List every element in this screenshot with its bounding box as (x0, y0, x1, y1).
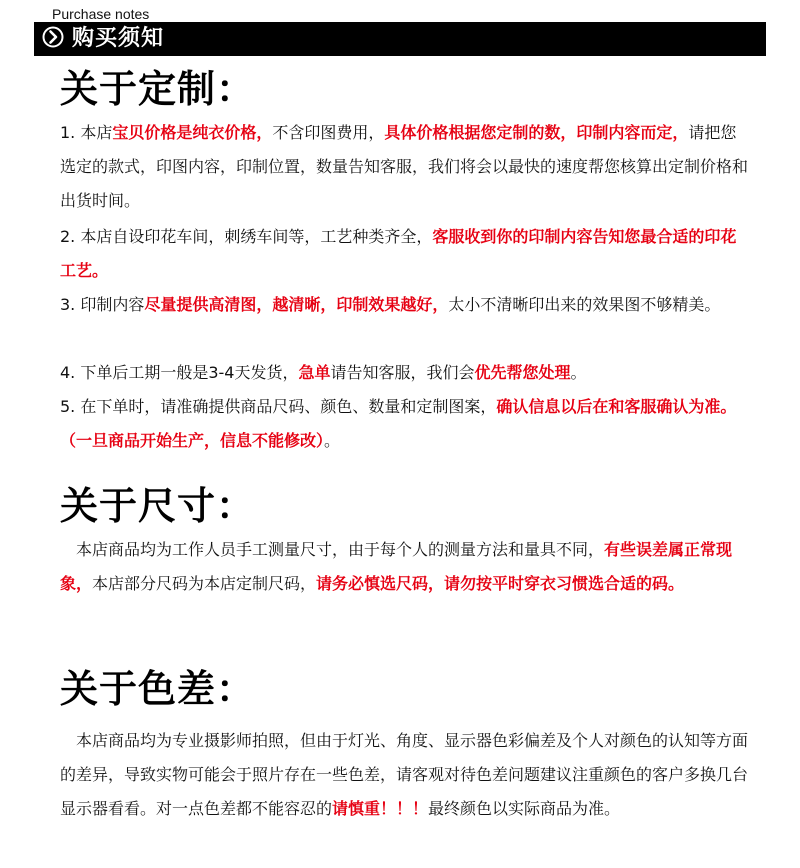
body-text: 最终颜色以实际商品为准。 (428, 799, 621, 818)
body-text: 请告知客服，我们会 (330, 363, 475, 382)
highlighted-text: 请务必慎选尺码，请勿按平时穿衣习惯选合适的码。 (316, 574, 685, 593)
purchase-notes-header (34, 6, 800, 56)
custom-paragraph (60, 220, 750, 288)
body-text: 。 (570, 363, 587, 382)
body-text: 1. 本店 (60, 123, 113, 142)
section-title-size: 关于尺寸： (60, 484, 256, 528)
body-text: 2. 本店自设印花车间，刺绣车间等，工艺种类齐全， (60, 227, 433, 246)
header-english-title: Purchase notes (52, 6, 150, 22)
body-text: 本店商品均为工作人员手工测量尺寸，由于每个人的测量方法和量具不同， (76, 540, 605, 559)
custom-paragraph (60, 116, 750, 218)
highlighted-text: 宝贝价格是纯衣价格， (112, 123, 273, 142)
size-paragraph (60, 533, 750, 601)
body-text: 不含印图费用， (272, 123, 385, 142)
highlighted-text: 具体价格根据您定制的数，印制内容而定， (384, 123, 689, 142)
highlighted-text: 尽量提供高清图，越清晰，印制效果越好， (144, 295, 449, 314)
chevron-right-circle-icon (42, 26, 64, 48)
highlighted-text: 有些误差属正常现象， (60, 540, 733, 593)
section-title-custom: 关于定制： (60, 67, 256, 111)
body-text: 本店商品均为专业摄影师拍照，但由于灯光、角度、显示器色彩偏差及个人对颜色的认知等方面的差异，导致实物可能会于照片存在一些色差，请客观对待色差问题建议注重颜色的客户多换几台显示器看看。对一点色差都不能容忍的 (60, 731, 749, 818)
body-text: 3. 印制内容 (60, 295, 145, 314)
body-text: 本店部分尺码为本店定制尺码， (92, 574, 317, 593)
body-text: 5. 在下单时，请准确提供商品尺码、颜色、数量和定制图案， (60, 397, 497, 416)
body-text: 太小不清晰印出来的效果图不够精美。 (448, 295, 721, 314)
color-paragraph (60, 724, 750, 826)
custom-paragraph (60, 356, 750, 390)
custom-paragraph (60, 390, 750, 458)
highlighted-text: 客服收到你的印制内容告知您最合适的印花工艺。 (60, 227, 737, 280)
body-text: 请把您选定的款式，印图内容，印制位置，数量告知客服，我们将会以最快的速度帮您核算出定制价格和出货时间。 (60, 123, 749, 210)
highlighted-text: 急单 (298, 363, 331, 382)
header-chinese-title: 购买须知 (72, 26, 165, 51)
custom-paragraph (60, 288, 750, 322)
highlighted-text: 确认信息以后在和客服确认为准。（一旦商品开始生产，信息不能修改） (60, 397, 737, 450)
highlighted-text: 优先帮您处理 (474, 363, 571, 382)
highlighted-text: 请慎重！！！ (332, 799, 429, 818)
body-text: 。 (324, 431, 341, 450)
body-text: 4. 下单后工期一般是3-4天发货， (60, 363, 299, 382)
header-bar (34, 22, 766, 56)
section-title-color: 关于色差： (60, 667, 256, 711)
